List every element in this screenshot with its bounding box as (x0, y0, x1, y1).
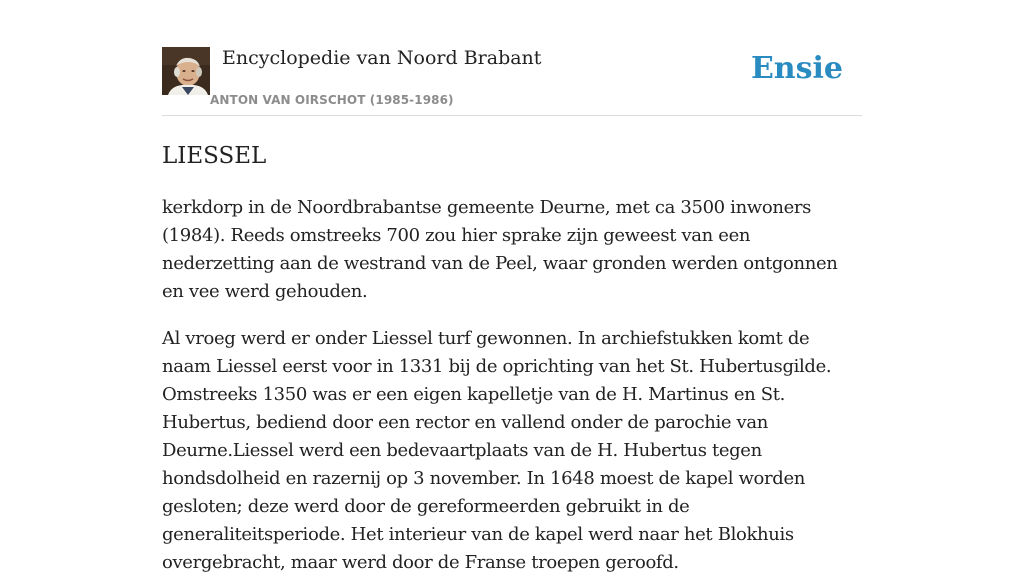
content-column (162, 0, 862, 577)
brand-logo[interactable]: Ensie (750, 51, 843, 86)
article-paragraph: kerkdorp in de Noordbrabantse gemeente Deurne, met ca 3500 inwoners (1984). Reeds omstreeks 700 zou hier sprake zijn geweest van een nederzetting aan de westrand van de Peel, waar gronden werden ontgonnen en vee werd gehouden. (162, 197, 838, 302)
author-name[interactable]: ANTON VAN OIRSCHOT (1985-1986) (210, 93, 454, 107)
article-paragraph: Al vroeg werd er onder Liessel turf gewonnen. In archiefstukken komt de naam Liessel eerst voor in 1331 bij de oprichting van het St. Hubertusgilde. Omstreeks 1350 was er een eigen kapelletje van de H. Martinus en St. Hubertus, bediend door een rector en vallend onder de parochie van Deurne.Liessel werd een bedevaartplaats van de H. Hubertus tegen hondsdolheid en razernij op 3 november. In 1648 moest de kapel worden gesloten; deze werd door de gereformeerden gebruikt in de generaliteitsperiode. Het interieur van de kapel werd naar het Blokhuis overgebracht, maar werd door de Franse troepen geroofd. (162, 328, 832, 573)
source-title[interactable]: Encyclopedie van Noord Brabant (222, 47, 542, 69)
author-avatar[interactable] (162, 47, 210, 95)
author-portrait-icon (162, 47, 210, 95)
page-title: LIESSEL (162, 143, 267, 169)
source-header (162, 0, 862, 116)
